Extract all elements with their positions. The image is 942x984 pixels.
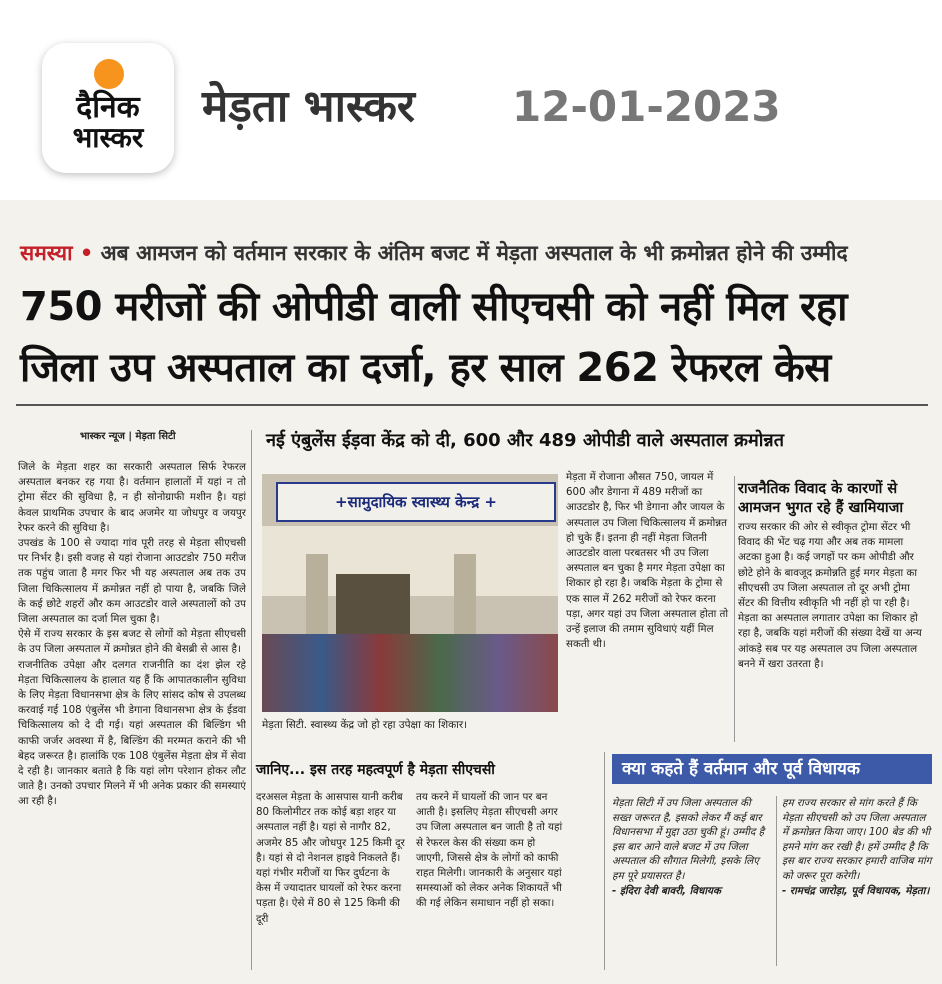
article-column-5: दरअसल मेड़ता के आसपास यानी करीब 80 किलोमीटर तक कोई बड़ा शहर या अस्पताल नहीं है। यहां से नागौर 82, अजमेर 85 और जोधपुर 125 किमी दूर है। यहां से दो नेशनल हाइवे निकलते हैं। यहां गंभीर मरीजों या फिर दुर्घटना के केस में ज्यादातर घायलों को रेफर करना पड़ता है। ऐसे में 80 से 125 किमी की दूरी: [256, 791, 405, 925]
sidebar-headline: राजनैतिक विवाद के कारणों से आमजन भुगत रहे हैं खामियाजा: [738, 481, 904, 516]
quote-text: मेड़ता सिटी में उप जिला अस्पताल की सख्त जरूरत है, इसको लेकर मैं कई बार विधानसभा में मुद्दा उठा चुकी हूं। उम्मीद है इस बार आने वाले बजट में उप जिला अस्पताल की सौगात मिलेगी, इसके लिए हम पूरे प्रयासरत है।: [612, 797, 765, 882]
headline-rule: [16, 404, 928, 406]
edition-date: 12-01-2023: [512, 82, 781, 131]
quote-current-mla: [612, 796, 770, 898]
hospital-photo: [262, 474, 558, 712]
subheadline: नई एंबुलेंस ईड़वा केंद्र को दी, 600 और 489 ओपीडी वाले अस्पताल क्रमोन्नत: [266, 430, 784, 451]
byline: भास्कर न्यूज | मेड़ता सिटी: [80, 431, 176, 442]
article-kicker: [20, 240, 848, 266]
headline-line-1: 750 मरीजों की ओपीडी वाली सीएचसी को नहीं मिल रहा: [20, 284, 847, 330]
paragraph: ऐसे में राज्य सरकार के इस बजट से लोगों को मेड़ता सीएचसी के उप जिला अस्पताल में क्रमोन्नत होने की बेसब्री से आस है।: [18, 628, 246, 656]
article-column-3: मेड़ता में रोजाना औसत 750, जायल में 600 और डेगाना में 489 मरीजों का आउटडोर है, फिर भी डेगाना और जायल के अस्पताल उप जिला चिकित्सालय में क्रमोन्नत हो चुके हैं। इतना ही नहीं मेड़ता जितनी आउटडोर वाला परबतसर भी उप जिला अस्पताल बन चुका है मगर मेड़ता उपेक्षा का शिकार हो रहा है। जबकि मेड़ता के ट्रोमा से एक साल में 262 मरीजों को रेफर करना पड़ा, अगर यहां उप जिला अस्पताल होता तो उन्हें इलाज की तमाम सुविधाएं यहीं मिल सकती थी।: [566, 471, 729, 651]
column-divider: [604, 752, 605, 970]
edition-title: मेड़ता भास्कर: [202, 81, 415, 132]
mla-quotes-heading: क्या कहते हैं वर्तमान और पूर्व विधायक: [612, 754, 932, 784]
article-column-4: राज्य सरकार की ओर से स्वीकृत ट्रोमा सेंटर भी विवाद की भेंट चढ़ गया और अब तक मामला अटका हुआ है। कई जगहों पर कम ओपीडी और छोटे होने के बावजूद क्रमोन्नति हुई मगर मेड़ता का सीएचसी उप जिला अस्पताल तो दूर अभी ट्रोमा सेंटर की वित्तीय स्वीकृति भी नहीं हो पा रही है। मेड़ता का अस्पताल लगातार उपेक्षा का शिकार हो रहा है, जबकि यहां मरीजों की संख्या देखें या अन्य आंकड़े सब पर यह अस्पताल उप जिला अस्पताल बनने में खरा उतरता है।: [738, 521, 922, 670]
logo-text-line2: भास्कर: [72, 121, 144, 154]
section-heading: जानिए... इस तरह महत्वपूर्ण है मेड़ता सीएचसी: [256, 762, 495, 778]
column-divider: [776, 796, 777, 966]
column-divider: [251, 430, 252, 970]
kicker-text: अब आमजन को वर्तमान सरकार के अंतिम बजट में मेड़ता अस्पताल के भी क्रमोन्नत होने की उम्मीद: [100, 241, 848, 265]
kicker-tag: समस्या •: [20, 241, 94, 265]
dainik-bhaskar-logo: [42, 43, 174, 173]
quote-text: हम राज्य सरकार से मांग करते हैं कि मेड़ता सीएचसी को उप जिला अस्पताल में क्रमोन्नत किया जाए। 100 बेड की भी हमने मांग कर रखी है। हमें उम्मीद है कि इस बार राज्य सरकार हमारी वाजिब मांग को जरूर पूरा करेगी।: [782, 797, 932, 882]
quote-signature: - इंदिरा देवी बावरी, विधायक: [612, 884, 721, 897]
quote-signature: - रामचंद्र जारोड़ा, पूर्व विधायक, मेड़ता।: [782, 884, 930, 897]
paragraph: राजनीतिक उपेक्षा और दलगत राजनीति का दंश झेल रहे मेड़ता चिकित्सालय के हालात यह हैं कि आपातकालीन सुविधा के लिए मेड़ता विधानसभा क्षेत्र के लिए सांसद कोष से उपलब्ध करवाई गई 108 एंबुलेंस भी डेगाना विधानसभा क्षेत्र के ईडवा चिकित्सालय को दे दी गई। यहां अस्पताल की बिल्डिंग भी काफी जर्जर अवस्था में है, बिल्डिंग की मरम्मत कराने की भी बेहद जरूरत है। हालांकि एक 108 एंबुलेंस मेड़ता क्षेत्र में सेवा दे रही है। जानकार बताते है कि यहां लोग परेशान होकर लौट जाते है। उनको उपचार मिलने में भी अनेक प्रकार की समस्याएं आ रही है।: [18, 658, 246, 808]
photo-caption: मेड़ता सिटी. स्वास्थ्य केंद्र जो हो रहा उपेक्षा का शिकार।: [262, 719, 468, 731]
hospital-sign: +सामुदायिक स्वास्थ्य केन्द्र +: [276, 482, 556, 522]
article-column-6: तय करने में घायलों की जान पर बन आती है। इसलिए मेड़ता सीएचसी अगर उप जिला अस्पताल बन जाती है तो यहां से रेफरल केस की संख्या कम हो जाएगी, जिससे क्षेत्र के लोगों को काफी राहत मिलेगी। जानकारी के अनुसार यहां समस्याओं को लेकर अनेक शिकायतें भी की गई लेकिन समाधान नहीं हो सका।: [416, 791, 563, 910]
sun-icon: [94, 59, 124, 89]
paragraph: जिले के मेड़ता शहर का सरकारी अस्पताल सिर्फ रेफरल अस्पताल बनकर रह गया है। वर्तमान हालातों में यहां न तो ट्रोमा सेंटर की सुविधा है, न ही सोनोग्राफी मशीन है। यहां केवल प्राथमिक उपचार के बाद अजमेर या जोधपुर व जयपुर रेफर करने की सुविधा है।: [18, 461, 246, 534]
crowd: [262, 634, 558, 712]
column-divider: [734, 476, 735, 742]
quote-former-mla: [782, 796, 932, 898]
paragraph: उपखंड के 100 से ज्यादा गांव पूरी तरह से मेड़ता सीएचसी पर निर्भर है। इसी वजह से यहां रोजाना आउटडोर 750 मरीज तक पहुंच जाता है मगर फिर भी यह अस्पताल अब तक उप जिला चिकित्सालय में क्रमोन्नत नहीं हो पाया है, जबकि जिले के कई छोटे शहरों और कम आउटडोर वाले अस्पतालों को उप जिला अस्पताल का दर्जा मिल चुका है।: [18, 537, 246, 626]
logo-text-line1: दैनिक: [76, 90, 140, 125]
page-header: [0, 0, 942, 196]
article-column-1: [18, 460, 246, 966]
headline-line-2: जिला उप अस्पताल का दर्जा, हर साल 262 रेफरल केस: [20, 345, 831, 391]
